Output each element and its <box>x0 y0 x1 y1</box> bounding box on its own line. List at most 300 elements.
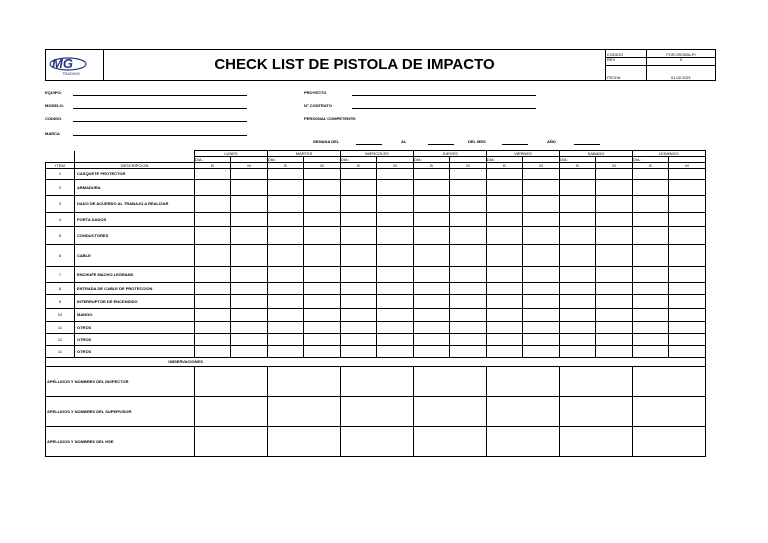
check-cell-b[interactable] <box>268 267 304 283</box>
signature-cell[interactable] <box>195 397 268 427</box>
check-cell-b[interactable] <box>341 283 377 295</box>
item-description: PORTA DADOS <box>75 213 195 227</box>
check-cell-b[interactable] <box>195 334 231 346</box>
check-cell-b[interactable] <box>195 283 231 295</box>
check-cell-b[interactable] <box>195 267 231 283</box>
item-number: 9 <box>46 295 75 309</box>
check-cell-m[interactable] <box>304 196 341 213</box>
check-cell-m[interactable] <box>596 283 633 295</box>
check-cell-m[interactable] <box>304 295 341 309</box>
item-number: 6 <box>46 245 75 267</box>
table-row <box>46 346 706 358</box>
check-cell-m[interactable] <box>669 283 706 295</box>
check-cell-m[interactable] <box>450 309 487 322</box>
check-cell-m[interactable] <box>523 346 560 358</box>
signature-cell[interactable] <box>487 367 560 397</box>
observaciones-row <box>46 358 706 367</box>
check-cell-m[interactable] <box>523 322 560 334</box>
check-cell-b[interactable] <box>341 227 377 245</box>
check-cell-m[interactable] <box>304 213 341 227</box>
logo-graphic <box>46 50 104 80</box>
check-cell-b[interactable] <box>414 334 450 346</box>
check-cell-m[interactable] <box>231 245 268 267</box>
check-cell-m[interactable] <box>523 196 560 213</box>
check-cell-b[interactable] <box>560 180 596 196</box>
field-semana[interactable] <box>356 144 382 145</box>
check-cell-b[interactable] <box>560 245 596 267</box>
check-cell-b[interactable] <box>560 169 596 180</box>
check-cell-m[interactable] <box>450 196 487 213</box>
check-cell-b[interactable] <box>414 309 450 322</box>
check-cell-b[interactable] <box>341 180 377 196</box>
check-cell-b[interactable] <box>268 309 304 322</box>
check-cell-b[interactable] <box>560 322 596 334</box>
day-header: DOMINGO <box>633 151 706 157</box>
check-cell-b[interactable] <box>195 196 231 213</box>
check-cell-b[interactable] <box>633 334 669 346</box>
check-cell-m[interactable] <box>450 227 487 245</box>
field-anio[interactable] <box>574 144 600 145</box>
check-cell-m[interactable] <box>450 334 487 346</box>
item-number: 2 <box>46 180 75 196</box>
check-cell-m[interactable] <box>377 267 414 283</box>
check-cell-b[interactable] <box>341 334 377 346</box>
check-cell-m[interactable] <box>304 283 341 295</box>
check-cell-m[interactable] <box>596 227 633 245</box>
checklist-table <box>45 150 706 457</box>
check-cell-m[interactable] <box>450 295 487 309</box>
check-cell-m[interactable] <box>231 295 268 309</box>
b-header: B <box>341 163 377 169</box>
check-cell-b[interactable] <box>341 295 377 309</box>
field-al[interactable] <box>428 144 454 145</box>
check-cell-m[interactable] <box>523 267 560 283</box>
meta-fecha <box>606 73 716 83</box>
item-description: CONDUCTORES <box>75 227 195 245</box>
check-cell-m[interactable] <box>523 213 560 227</box>
signature-cell[interactable] <box>414 427 487 457</box>
check-cell-b[interactable] <box>633 169 669 180</box>
item-number: 1 <box>46 169 75 180</box>
item-header: ITEM <box>46 163 75 169</box>
check-cell-b[interactable] <box>195 322 231 334</box>
meta-value: 0 <box>679 57 683 62</box>
check-cell-m[interactable] <box>596 213 633 227</box>
check-cell-m[interactable] <box>450 169 487 180</box>
check-cell-b[interactable] <box>560 267 596 283</box>
item-description: ARMADURA <box>75 180 195 196</box>
check-cell-b[interactable] <box>414 245 450 267</box>
field-marca[interactable] <box>73 135 247 136</box>
b-header: B <box>560 163 596 169</box>
m-header: M <box>377 163 414 169</box>
check-cell-b[interactable] <box>560 213 596 227</box>
field-label-al: AL <box>401 139 407 144</box>
check-cell-m[interactable] <box>377 196 414 213</box>
check-cell-b[interactable] <box>487 346 523 358</box>
check-cell-b[interactable] <box>487 245 523 267</box>
check-cell-b[interactable] <box>341 196 377 213</box>
item-description: CABLE <box>75 245 195 267</box>
check-cell-m[interactable] <box>669 169 706 180</box>
dia-label: DIA: <box>487 157 523 163</box>
table-row <box>46 322 706 334</box>
field-label-contrato: N° CONTRATO <box>304 103 332 108</box>
check-cell-m[interactable] <box>450 283 487 295</box>
field-label-marca: MARCA <box>45 131 60 136</box>
check-cell-b[interactable] <box>341 309 377 322</box>
check-cell-b[interactable] <box>633 295 669 309</box>
m-header: M <box>450 163 487 169</box>
check-cell-m[interactable] <box>596 346 633 358</box>
check-cell-b[interactable] <box>633 213 669 227</box>
check-cell-m[interactable] <box>231 267 268 283</box>
check-cell-b[interactable] <box>268 245 304 267</box>
check-cell-b[interactable] <box>268 196 304 213</box>
signature-cell[interactable] <box>560 427 633 457</box>
check-cell-b[interactable] <box>414 180 450 196</box>
check-cell-m[interactable] <box>304 346 341 358</box>
signature-cell[interactable] <box>560 367 633 397</box>
check-cell-m[interactable] <box>450 267 487 283</box>
check-cell-b[interactable] <box>560 196 596 213</box>
check-cell-b[interactable] <box>633 322 669 334</box>
check-cell-m[interactable] <box>596 334 633 346</box>
check-cell-m[interactable] <box>231 309 268 322</box>
check-cell-b[interactable] <box>414 227 450 245</box>
check-cell-b[interactable] <box>487 309 523 322</box>
check-cell-b[interactable] <box>633 245 669 267</box>
signature-row <box>46 397 706 427</box>
check-cell-b[interactable] <box>195 346 231 358</box>
check-cell-m[interactable] <box>596 245 633 267</box>
signature-cell[interactable] <box>341 427 414 457</box>
check-cell-b[interactable] <box>633 283 669 295</box>
check-cell-m[interactable] <box>377 309 414 322</box>
check-cell-b[interactable] <box>560 334 596 346</box>
check-cell-m[interactable] <box>596 309 633 322</box>
m-header: M <box>596 163 633 169</box>
field-label-equipo: EQUIPO: <box>45 90 62 95</box>
check-cell-m[interactable] <box>377 169 414 180</box>
item-number: 8 <box>46 283 75 295</box>
check-cell-m[interactable] <box>304 245 341 267</box>
item-description: MANGO <box>75 309 195 322</box>
desc-header: DESCRIPCION <box>75 163 195 169</box>
field-label-proyecto: PROYECTO <box>304 90 327 95</box>
dia-label: DIA: <box>268 157 304 163</box>
check-cell-b[interactable] <box>341 245 377 267</box>
m-header: M <box>669 163 706 169</box>
signature-cell[interactable] <box>195 367 268 397</box>
dia-label: DIA: <box>414 157 450 163</box>
field-proyecto[interactable] <box>352 95 536 96</box>
check-cell-b[interactable] <box>341 322 377 334</box>
check-cell-b[interactable] <box>414 196 450 213</box>
check-cell-m[interactable] <box>523 309 560 322</box>
check-cell-m[interactable] <box>669 245 706 267</box>
table-row <box>46 227 706 245</box>
check-cell-b[interactable] <box>268 227 304 245</box>
page-title: CHECK LIST DE PISTOLA DE IMPACTO <box>104 50 606 80</box>
field-mes[interactable] <box>502 144 528 145</box>
check-cell-m[interactable] <box>523 169 560 180</box>
check-cell-m[interactable] <box>523 283 560 295</box>
table-row <box>46 245 706 267</box>
check-cell-b[interactable] <box>268 322 304 334</box>
dia-label: DIA: <box>560 157 596 163</box>
logo-text: MG <box>52 56 73 71</box>
check-cell-m[interactable] <box>669 346 706 358</box>
company-logo <box>46 50 104 80</box>
check-cell-b[interactable] <box>268 169 304 180</box>
check-cell-m[interactable] <box>523 180 560 196</box>
signature-cell[interactable] <box>633 367 706 397</box>
check-cell-m[interactable] <box>377 227 414 245</box>
table-row <box>46 213 706 227</box>
check-cell-b[interactable] <box>414 169 450 180</box>
check-cell-m[interactable] <box>669 213 706 227</box>
check-cell-m[interactable] <box>523 295 560 309</box>
check-cell-b[interactable] <box>341 267 377 283</box>
check-cell-b[interactable] <box>195 227 231 245</box>
check-cell-m[interactable] <box>596 322 633 334</box>
field-label-personal: PERSONAL COMPETENTE: <box>304 116 357 121</box>
item-number: 11 <box>46 334 75 346</box>
item-number: 3 <box>46 196 75 213</box>
check-cell-b[interactable] <box>560 227 596 245</box>
check-cell-b[interactable] <box>633 227 669 245</box>
dia-label: DIA: <box>341 157 377 163</box>
check-cell-b[interactable] <box>341 169 377 180</box>
check-cell-m[interactable] <box>231 346 268 358</box>
check-cell-m[interactable] <box>377 334 414 346</box>
check-cell-b[interactable] <box>414 267 450 283</box>
check-cell-b[interactable] <box>195 309 231 322</box>
check-cell-b[interactable] <box>487 295 523 309</box>
document-meta <box>606 50 716 80</box>
check-cell-m[interactable] <box>596 180 633 196</box>
check-cell-b[interactable] <box>633 267 669 283</box>
check-cell-b[interactable] <box>195 180 231 196</box>
check-cell-b[interactable] <box>195 169 231 180</box>
check-cell-m[interactable] <box>304 267 341 283</box>
item-description: INTERRUPTOR DE ENCENDIDO <box>75 295 195 309</box>
check-cell-m[interactable] <box>596 196 633 213</box>
item-description: ENTRADA DE CABLE DE PROTECCION <box>75 283 195 295</box>
check-cell-b[interactable] <box>487 169 523 180</box>
dia-label: DIA: <box>633 157 669 163</box>
check-cell-m[interactable] <box>523 227 560 245</box>
check-cell-m[interactable] <box>450 245 487 267</box>
check-cell-m[interactable] <box>669 295 706 309</box>
meta-label: REV <box>607 57 616 62</box>
check-cell-m[interactable] <box>669 309 706 322</box>
check-cell-m[interactable] <box>304 180 341 196</box>
check-cell-m[interactable] <box>377 213 414 227</box>
check-cell-m[interactable] <box>669 322 706 334</box>
check-cell-b[interactable] <box>268 213 304 227</box>
check-cell-m[interactable] <box>304 334 341 346</box>
b-header: B <box>195 163 231 169</box>
check-cell-b[interactable] <box>560 346 596 358</box>
b-header: B <box>268 163 304 169</box>
check-cell-m[interactable] <box>669 180 706 196</box>
signature-label: APELLIDOS Y NOMBRES DEL INSPECTOR <box>46 367 195 397</box>
check-cell-b[interactable] <box>487 180 523 196</box>
check-cell-m[interactable] <box>231 334 268 346</box>
check-cell-m[interactable] <box>669 267 706 283</box>
check-cell-m[interactable] <box>450 346 487 358</box>
check-cell-b[interactable] <box>487 322 523 334</box>
check-cell-m[interactable] <box>523 334 560 346</box>
check-cell-m[interactable] <box>377 322 414 334</box>
logo-subtext: TRADING <box>62 71 80 76</box>
signature-cell[interactable] <box>560 397 633 427</box>
meta-value: 01.02.2021 <box>670 75 692 80</box>
item-number: 11 <box>46 346 75 358</box>
meta-rev <box>606 55 716 65</box>
check-cell-b[interactable] <box>414 213 450 227</box>
check-cell-b[interactable] <box>633 180 669 196</box>
check-cell-b[interactable] <box>633 346 669 358</box>
table-row <box>46 283 706 295</box>
check-cell-m[interactable] <box>231 322 268 334</box>
check-cell-m[interactable] <box>377 180 414 196</box>
signature-cell[interactable] <box>414 367 487 397</box>
check-cell-m[interactable] <box>377 346 414 358</box>
signature-cell[interactable] <box>414 397 487 427</box>
table-row <box>46 295 706 309</box>
check-cell-b[interactable] <box>195 213 231 227</box>
field-contrato[interactable] <box>352 108 536 109</box>
check-cell-m[interactable] <box>304 227 341 245</box>
check-cell-b[interactable] <box>268 180 304 196</box>
check-cell-m[interactable] <box>596 169 633 180</box>
signature-cell[interactable] <box>633 427 706 457</box>
field-label-codigo: CODIGO <box>45 116 62 121</box>
check-cell-b[interactable] <box>268 283 304 295</box>
check-cell-b[interactable] <box>414 283 450 295</box>
b-header: B <box>633 163 669 169</box>
check-cell-m[interactable] <box>450 180 487 196</box>
item-number: 4 <box>46 213 75 227</box>
item-description: OTROS <box>75 322 195 334</box>
signature-cell[interactable] <box>195 427 268 457</box>
check-cell-b[interactable] <box>268 334 304 346</box>
signature-cell[interactable] <box>341 397 414 427</box>
signature-label: APELLIDOS Y NOMBRES DEL SUPERVISOR <box>46 397 195 427</box>
check-cell-m[interactable] <box>669 227 706 245</box>
check-cell-b[interactable] <box>268 295 304 309</box>
check-cell-b[interactable] <box>487 196 523 213</box>
check-cell-b[interactable] <box>414 346 450 358</box>
check-cell-m[interactable] <box>450 213 487 227</box>
field-modelo[interactable] <box>73 108 247 109</box>
check-cell-m[interactable] <box>377 295 414 309</box>
check-cell-m[interactable] <box>596 267 633 283</box>
check-cell-b[interactable] <box>560 295 596 309</box>
check-cell-b[interactable] <box>341 346 377 358</box>
check-cell-m[interactable] <box>596 295 633 309</box>
item-number: 5 <box>46 227 75 245</box>
field-label-anio: AÑO <box>547 139 556 144</box>
check-cell-m[interactable] <box>304 309 341 322</box>
item-description: OTROS <box>75 346 195 358</box>
check-cell-m[interactable] <box>231 196 268 213</box>
check-cell-b[interactable] <box>487 334 523 346</box>
check-cell-b[interactable] <box>633 309 669 322</box>
signature-cell[interactable] <box>487 427 560 457</box>
check-cell-m[interactable] <box>231 169 268 180</box>
item-description: CASQUETE PROTECTOR <box>75 169 195 180</box>
check-cell-m[interactable] <box>231 213 268 227</box>
signature-cell[interactable] <box>633 397 706 427</box>
check-cell-m[interactable] <box>669 334 706 346</box>
check-cell-b[interactable] <box>487 283 523 295</box>
meta-label: CODIGO <box>607 52 624 57</box>
check-cell-m[interactable] <box>304 169 341 180</box>
check-cell-b[interactable] <box>633 196 669 213</box>
check-cell-b[interactable] <box>560 283 596 295</box>
field-equipo[interactable] <box>73 95 247 96</box>
item-number: 10 <box>46 309 75 322</box>
table-row <box>46 309 706 322</box>
signature-row <box>46 367 706 397</box>
item-description: ENCHUFE MACHO LEGRAND <box>75 267 195 283</box>
check-cell-m[interactable] <box>304 322 341 334</box>
check-cell-b[interactable] <box>560 309 596 322</box>
check-cell-b[interactable] <box>414 295 450 309</box>
check-cell-b[interactable] <box>268 346 304 358</box>
day-header: MIERCOLES <box>341 151 414 157</box>
item-description: DADO DE ACUERDO AL TRABAJO A REALIZAR <box>75 196 195 213</box>
check-cell-m[interactable] <box>377 245 414 267</box>
item-number: 11 <box>46 322 75 334</box>
check-cell-m[interactable] <box>231 283 268 295</box>
signature-cell[interactable] <box>268 367 341 397</box>
signature-row <box>46 427 706 457</box>
field-codigo[interactable] <box>73 121 247 122</box>
table-row <box>46 180 706 196</box>
check-cell-b[interactable] <box>341 213 377 227</box>
signature-cell[interactable] <box>268 397 341 427</box>
check-cell-b[interactable] <box>195 245 231 267</box>
check-cell-m[interactable] <box>231 180 268 196</box>
field-label-mes: DEL MES <box>468 139 486 144</box>
check-cell-b[interactable] <box>487 227 523 245</box>
check-cell-b[interactable] <box>414 322 450 334</box>
signature-cell[interactable] <box>341 367 414 397</box>
check-cell-m[interactable] <box>523 245 560 267</box>
item-description: OTROS <box>75 334 195 346</box>
signature-cell[interactable] <box>487 397 560 427</box>
check-cell-b[interactable] <box>195 295 231 309</box>
b-header: B <box>414 163 450 169</box>
check-cell-b[interactable] <box>487 213 523 227</box>
check-cell-b[interactable] <box>487 267 523 283</box>
b-header: B <box>487 163 523 169</box>
check-cell-m[interactable] <box>377 283 414 295</box>
check-cell-m[interactable] <box>450 322 487 334</box>
day-header: VIERNES <box>487 151 560 157</box>
check-cell-m[interactable] <box>231 227 268 245</box>
item-number: 7 <box>46 267 75 283</box>
field-label-semana: SEMANA DEL <box>313 139 340 144</box>
check-cell-m[interactable] <box>669 196 706 213</box>
signature-cell[interactable] <box>268 427 341 457</box>
table-row <box>46 169 706 180</box>
